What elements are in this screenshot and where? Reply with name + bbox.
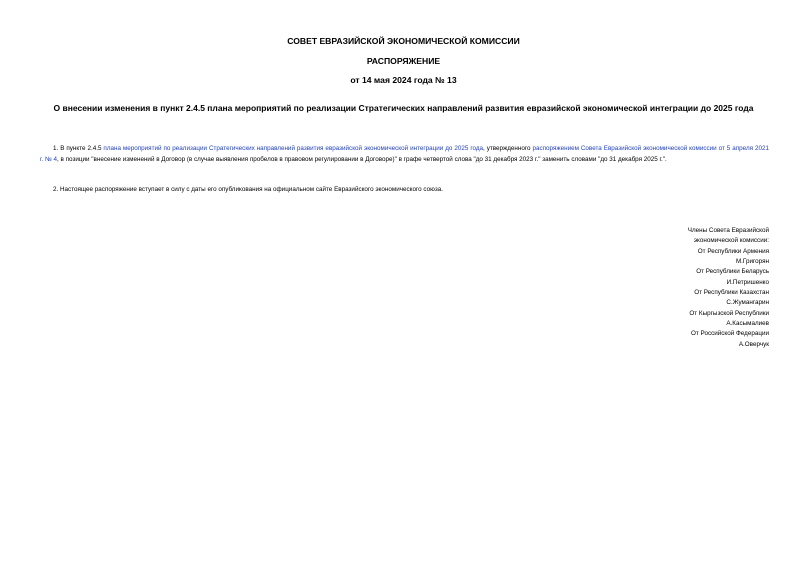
signature-line: От Российской Федерации	[690, 330, 769, 338]
signature-line: экономической комиссии:	[693, 237, 769, 245]
signature-line: Члены Совета Евразийской	[687, 227, 769, 234]
document-type-heading: РАСПОРЯЖЕНИЕ	[366, 56, 441, 66]
signature-line: От Республики Армения	[697, 247, 769, 255]
paragraph-1-text-start: 1. В пункте 2.4.5	[53, 145, 104, 152]
signature-line: От Кыргызской Республики	[689, 309, 769, 317]
signature-line: С.Жумангарин	[726, 299, 769, 307]
document-date-number: от 14 мая 2024 года № 13	[350, 75, 457, 85]
paragraph-2: 2. Настоящее распоряжение вступает в силу с даты его опубликования на официальном сайте Евразийского экономического союза.	[53, 186, 443, 193]
organization-heading: СОВЕТ ЕВРАЗИЙСКОЙ ЭКОНОМИЧЕСКОЙ КОМИССИИ	[287, 36, 520, 46]
paragraph-1-text-end: , в позиции "внесение изменений в Договор (в случае выявления пробелов в правовом регулировании в Договоре)" в графе четвертой слова "до 31 декабря 2023 г." заменить словами "до 31 декабря 2025 г.".	[57, 155, 667, 163]
signature-line: От Республики Беларусь	[696, 268, 769, 276]
paragraph-1	[40, 144, 769, 165]
signature-line: М.Григорян	[735, 258, 769, 266]
signature-line: От Республики Казахстан	[694, 289, 769, 297]
signature-line: А.Касымалиев	[726, 320, 769, 328]
document-title: О внесении изменения в пункт 2.4.5 плана мероприятий по реализации Стратегических направлений развития евразийской экономической интеграции до 2025 года	[53, 103, 754, 113]
signature-line: А.Оверчук	[738, 340, 769, 348]
signature-line: И.Петришенко	[726, 278, 769, 286]
plan-link[interactable]: плана мероприятий по реализации Стратегических направлений развития евразийской экономической интеграции до 2025 года	[103, 145, 484, 152]
paragraph-1-text-mid: , утвержденного	[483, 145, 533, 152]
decree-link[interactable]: распоряжением Совета Евразийской экономической комиссии от 5 апреля 2021 г. № 4	[40, 145, 769, 163]
signature-block	[569, 226, 769, 350]
